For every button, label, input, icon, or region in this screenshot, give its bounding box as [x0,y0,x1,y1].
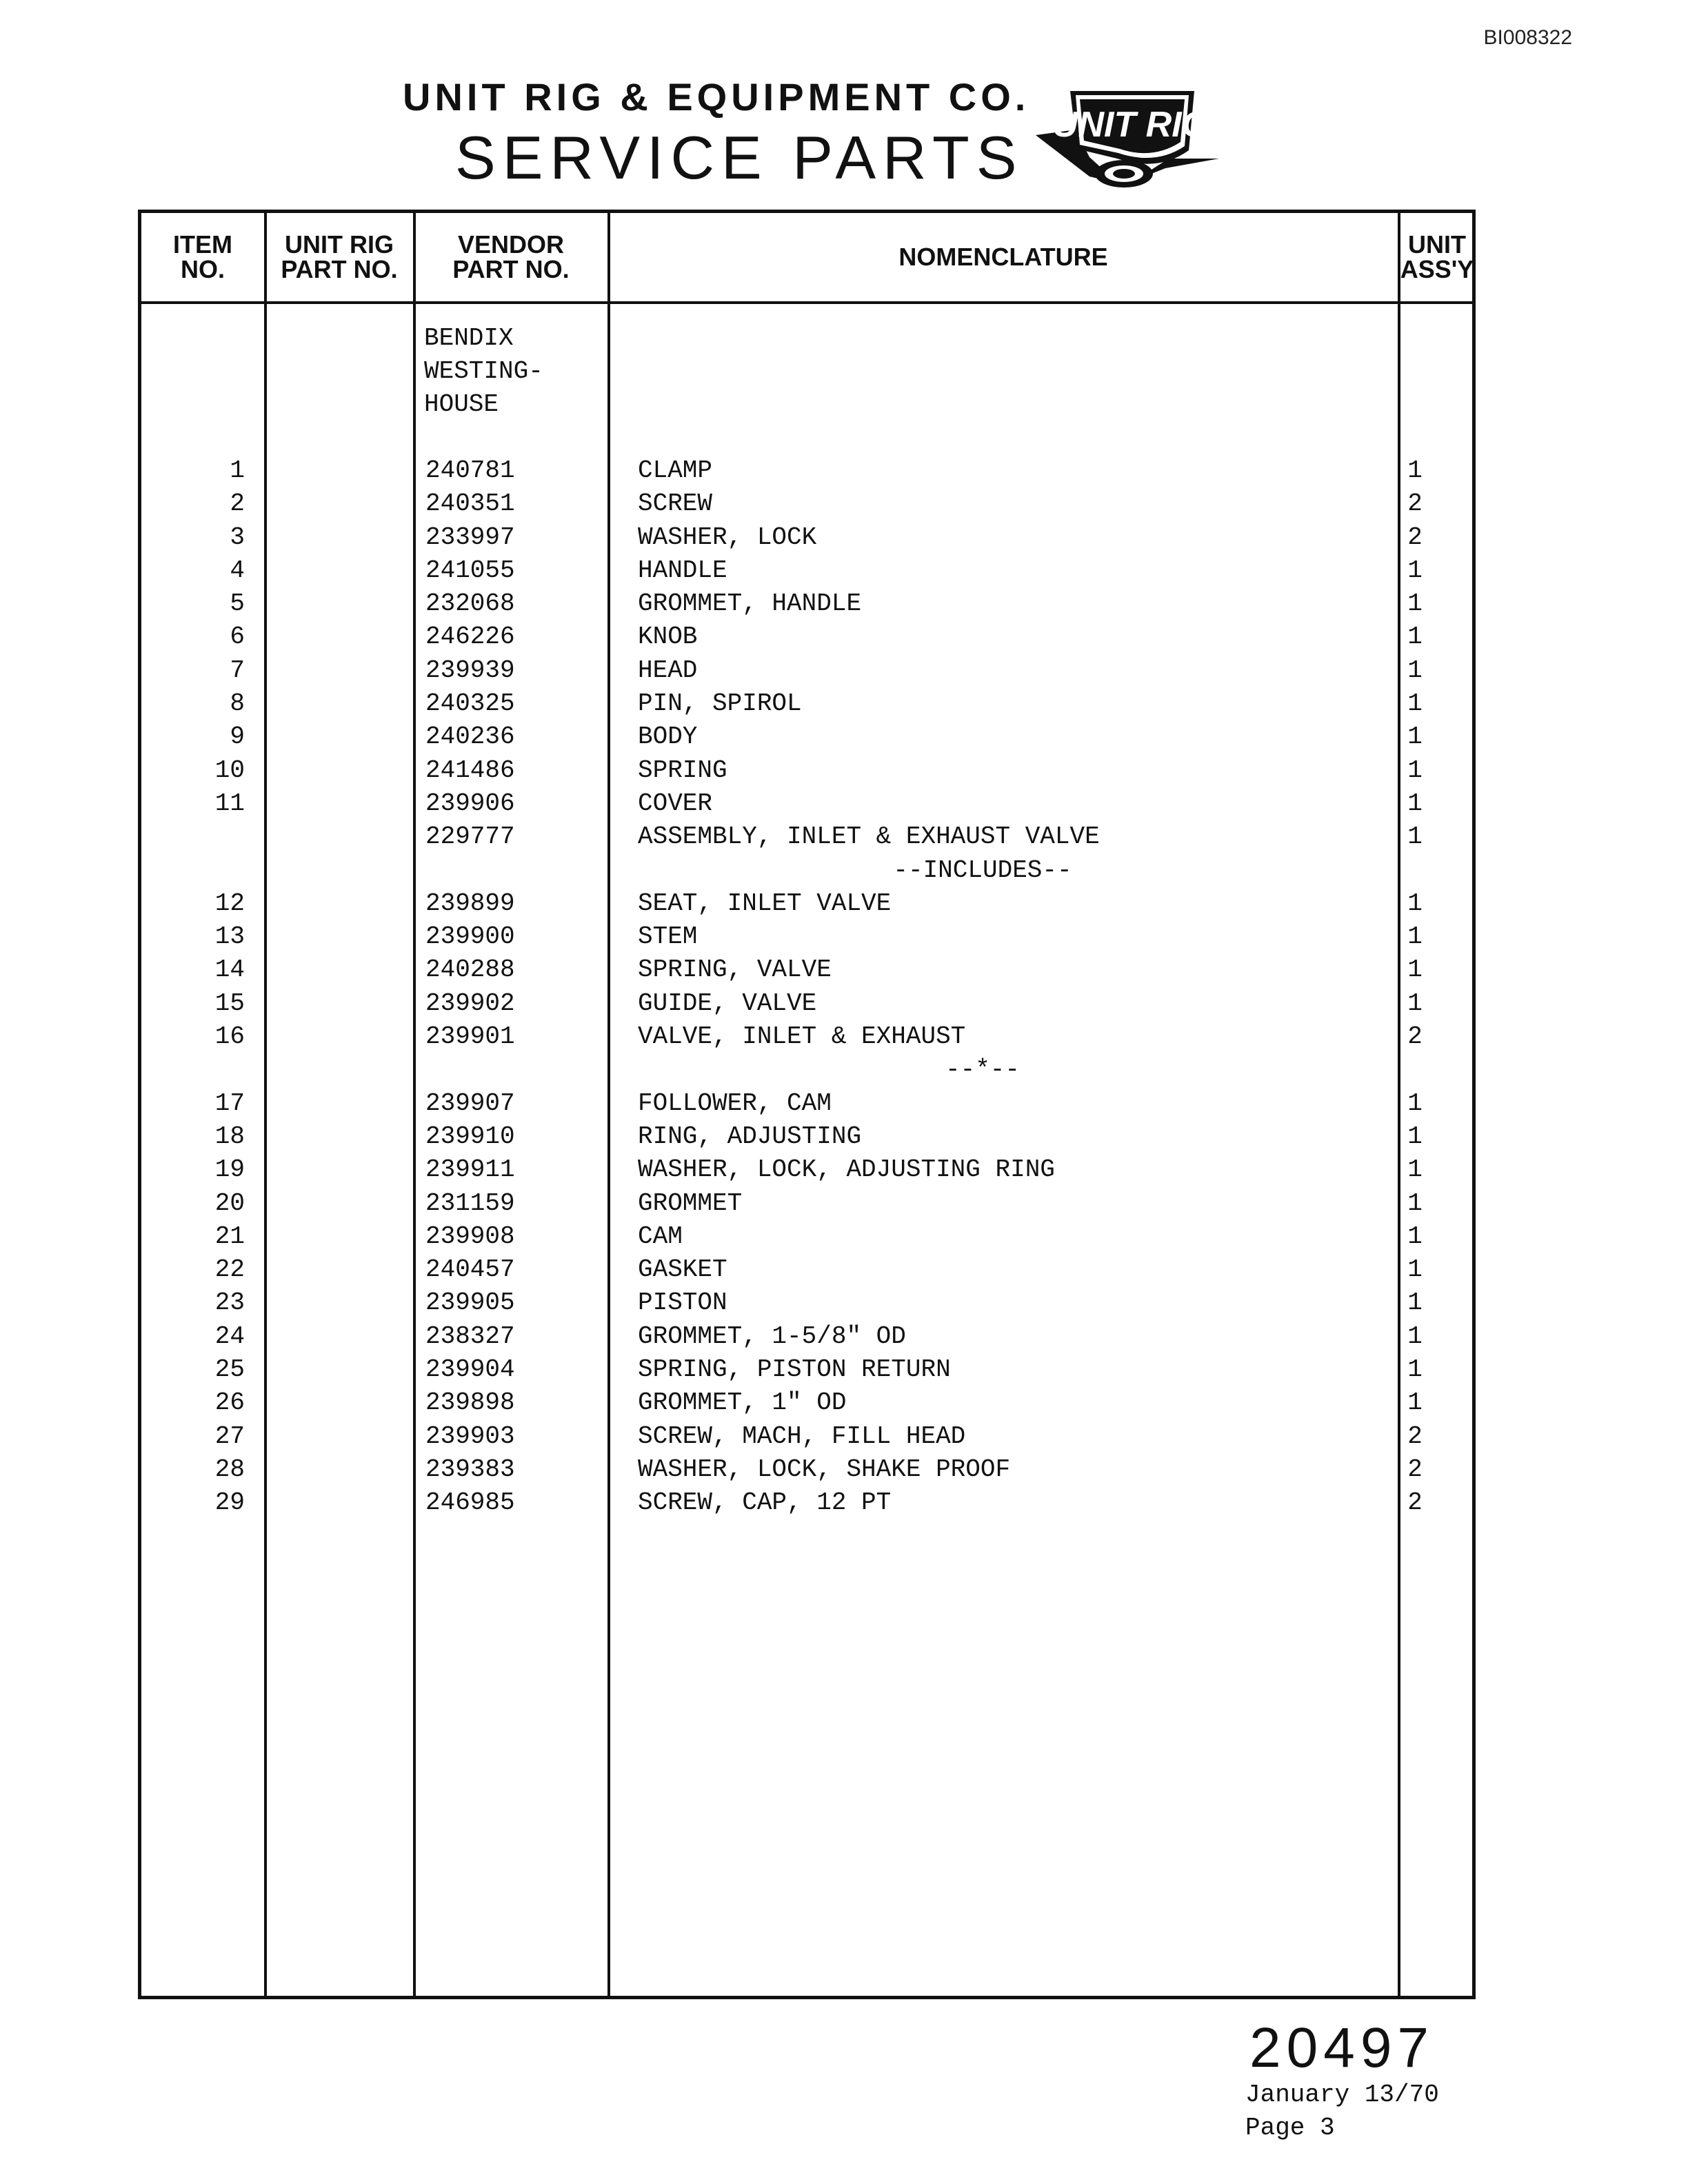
table-row [141,1220,1472,1253]
table-row [141,620,1472,654]
nomenclature: GROMMET, HANDLE [638,589,862,618]
table-row [141,1286,1472,1320]
table-row [141,1187,1472,1220]
table-row [141,1120,1472,1153]
unit-assy-qty: 2 [1407,1488,1423,1517]
table-row [141,454,1472,487]
table-row [141,654,1472,687]
table-row [141,720,1472,754]
vendor-part-no: 238327 [425,1322,515,1351]
nomenclature: SCREW [638,489,713,518]
item-no: 23 [214,1288,245,1317]
table-row [141,587,1472,620]
vendor-part-no: 240236 [425,722,515,751]
unit-assy-qty: 1 [1407,1189,1423,1217]
table-row [141,521,1472,554]
item-no: 16 [214,1022,245,1051]
vendor-part-no: 240351 [425,489,515,518]
nomenclature: GROMMET, 1" OD [638,1388,847,1417]
unit-assy-qty: 1 [1407,1288,1423,1317]
unit-assy-qty: 1 [1407,722,1423,751]
vendor-part-no: 240457 [425,1255,515,1284]
item-no: 13 [214,922,245,951]
header-unit-assy: UNIT ASS'Y [1400,230,1474,283]
vendor-part-no: 239939 [425,656,515,685]
issue-date: January 13/70 [1245,2081,1439,2109]
nomenclature: --*-- [945,1055,1021,1084]
vendor-part-no: 239901 [425,1022,515,1051]
table-row [141,687,1472,720]
unit-assy-qty: 1 [1407,1322,1423,1351]
unit-assy-qty: 1 [1407,1355,1423,1384]
table-row [141,1253,1472,1286]
unit-assy-qty: 1 [1407,456,1423,485]
nomenclature: WASHER, LOCK, ADJUSTING RING [638,1155,1055,1184]
vendor-part-no: 232068 [425,589,515,618]
header-item-no: ITEM NO. [173,230,232,283]
item-no: 2 [230,489,245,518]
nomenclature: WASHER, LOCK, SHAKE PROOF [638,1455,1011,1484]
table-row [141,1153,1472,1186]
item-no: 10 [214,756,245,785]
item-no: 17 [214,1089,245,1118]
vendor-part-no: 239908 [425,1222,515,1251]
item-no: 12 [214,889,245,918]
item-no: 19 [214,1155,245,1184]
item-no: 20 [214,1189,245,1217]
table-row [141,1420,1472,1453]
nomenclature: FOLLOWER, CAM [638,1089,832,1118]
nomenclature: SPRING, VALVE [638,956,832,984]
page-title: SERVICE PARTS [455,123,1024,192]
parts-table [138,210,1476,1999]
table-row [141,887,1472,920]
unit-assy-qty: 1 [1407,989,1423,1018]
table-row [141,987,1472,1020]
nomenclature: CAM [638,1222,683,1251]
unit-assy-qty: 1 [1407,1222,1423,1251]
item-no: 6 [230,623,245,651]
drawing-number: 20497 [1249,2016,1435,2079]
vendor-name: BENDIX WESTING- HOUSE [424,324,543,418]
vendor-part-no: 240781 [425,456,515,485]
vendor-part-no: 231159 [425,1189,515,1217]
nomenclature: GUIDE, VALVE [638,989,817,1018]
header-divider [141,301,1472,304]
item-no: 25 [214,1355,245,1384]
item-no: 3 [230,523,245,552]
table-row [141,820,1472,853]
nomenclature: SCREW, MACH, FILL HEAD [638,1422,966,1450]
nomenclature: SPRING, PISTON RETURN [638,1355,951,1384]
item-no: 4 [230,556,245,585]
vendor-part-no: 239899 [425,889,515,918]
unit-assy-qty: 1 [1407,756,1423,785]
nomenclature: HEAD [638,656,698,685]
table-row [141,854,1472,887]
nomenclature: GROMMET [638,1189,743,1217]
nomenclature: ASSEMBLY, INLET & EXHAUST VALVE [638,822,1100,851]
vendor-part-no: 246226 [425,623,515,651]
unit-assy-qty: 1 [1407,1255,1423,1284]
table-row [141,754,1472,787]
vendor-part-no: 239911 [425,1155,515,1184]
nomenclature: HANDLE [638,556,727,585]
item-no: 22 [214,1255,245,1284]
item-no: 28 [214,1455,245,1484]
nomenclature: WASHER, LOCK [638,523,817,552]
vendor-part-no: 239904 [425,1355,515,1384]
table-row [141,1486,1472,1519]
table-row [141,487,1472,520]
nomenclature: KNOB [638,623,698,651]
table-row [141,1386,1472,1419]
unit-assy-qty: 1 [1407,656,1423,685]
vendor-part-no: 239383 [425,1455,515,1484]
nomenclature: GROMMET, 1-5/8" OD [638,1322,906,1351]
vendor-part-no: 233997 [425,523,515,552]
unit-assy-qty: 1 [1407,689,1423,718]
nomenclature: --INCLUDES-- [893,856,1072,884]
nomenclature: SCREW, CAP, 12 PT [638,1488,892,1517]
vendor-part-no: 229777 [425,822,515,851]
vendor-part-no: 239900 [425,922,515,951]
nomenclature: SPRING [638,756,727,785]
vendor-part-no: 239906 [425,789,515,818]
unit-assy-qty: 2 [1407,1455,1423,1484]
nomenclature: VALVE, INLET & EXHAUST [638,1022,966,1051]
vendor-part-no: 240325 [425,689,515,718]
table-row [141,1320,1472,1353]
unit-assy-qty: 1 [1407,1089,1423,1118]
vendor-part-no: 239903 [425,1422,515,1450]
item-no: 27 [214,1422,245,1450]
vendor-part-no: 239898 [425,1388,515,1417]
item-no: 18 [214,1122,245,1151]
unit-assy-qty: 1 [1407,623,1423,651]
unit-assy-qty: 1 [1407,1155,1423,1184]
vendor-part-no: 246985 [425,1488,515,1517]
nomenclature: SEAT, INLET VALVE [638,889,892,918]
table-row [141,1053,1472,1086]
item-no: 7 [230,656,245,685]
item-no: 9 [230,722,245,751]
parts-rows [141,454,1472,1520]
unit-assy-qty: 1 [1407,789,1423,818]
vendor-part-no: 240288 [425,956,515,984]
item-no: 24 [214,1322,245,1351]
item-no: 5 [230,589,245,618]
nomenclature: RING, ADJUSTING [638,1122,862,1151]
vendor-part-no: 241055 [425,556,515,585]
item-no: 21 [214,1222,245,1251]
unit-assy-qty: 2 [1407,489,1423,518]
nomenclature: COVER [638,789,713,818]
item-no: 1 [230,456,245,485]
logo-text: UNIT RIG [1052,105,1210,145]
nomenclature: CLAMP [638,456,713,485]
unit-assy-qty: 1 [1407,589,1423,618]
table-row [141,1087,1472,1120]
nomenclature: STEM [638,922,698,951]
table-row [141,554,1472,587]
unit-assy-qty: 2 [1407,1422,1423,1450]
table-row [141,1453,1472,1486]
header-nomenclature: NOMENCLATURE [898,243,1108,271]
header-vendor-part-no: VENDOR PART NO. [452,230,570,283]
header-unit-rig-part-no: UNIT RIG PART NO. [281,230,398,283]
page-number: Page 3 [1245,2114,1335,2142]
vendor-part-no: 241486 [425,756,515,785]
unit-assy-qty: 2 [1407,1022,1423,1051]
nomenclature: BODY [638,722,698,751]
unit-assy-qty: 1 [1407,922,1423,951]
vendor-part-no: 239907 [425,1089,515,1118]
vendor-part-no: 239905 [425,1288,515,1317]
item-no: 8 [230,689,245,718]
nomenclature: GASKET [638,1255,727,1284]
nomenclature: PISTON [638,1288,727,1317]
table-row [141,787,1472,820]
table-row [141,953,1472,987]
unit-assy-qty: 1 [1407,822,1423,851]
unit-rig-logo [1034,81,1220,199]
nomenclature: PIN, SPIROL [638,689,802,718]
item-no: 11 [214,789,245,818]
item-no: 26 [214,1388,245,1417]
table-row [141,920,1472,953]
document-id: BI008322 [1483,26,1572,49]
unit-assy-qty: 1 [1407,956,1423,984]
vendor-part-no: 239902 [425,989,515,1018]
item-no: 14 [214,956,245,984]
vendor-part-no: 239910 [425,1122,515,1151]
unit-assy-qty: 1 [1407,1122,1423,1151]
table-row [141,1020,1472,1053]
unit-assy-qty: 2 [1407,523,1423,552]
unit-assy-qty: 1 [1407,1388,1423,1417]
table-row [141,1353,1472,1386]
item-no: 29 [214,1488,245,1517]
item-no: 15 [214,989,245,1018]
unit-assy-qty: 1 [1407,889,1423,918]
company-name: UNIT RIG & EQUIPMENT CO. [403,75,1030,119]
unit-assy-qty: 1 [1407,556,1423,585]
